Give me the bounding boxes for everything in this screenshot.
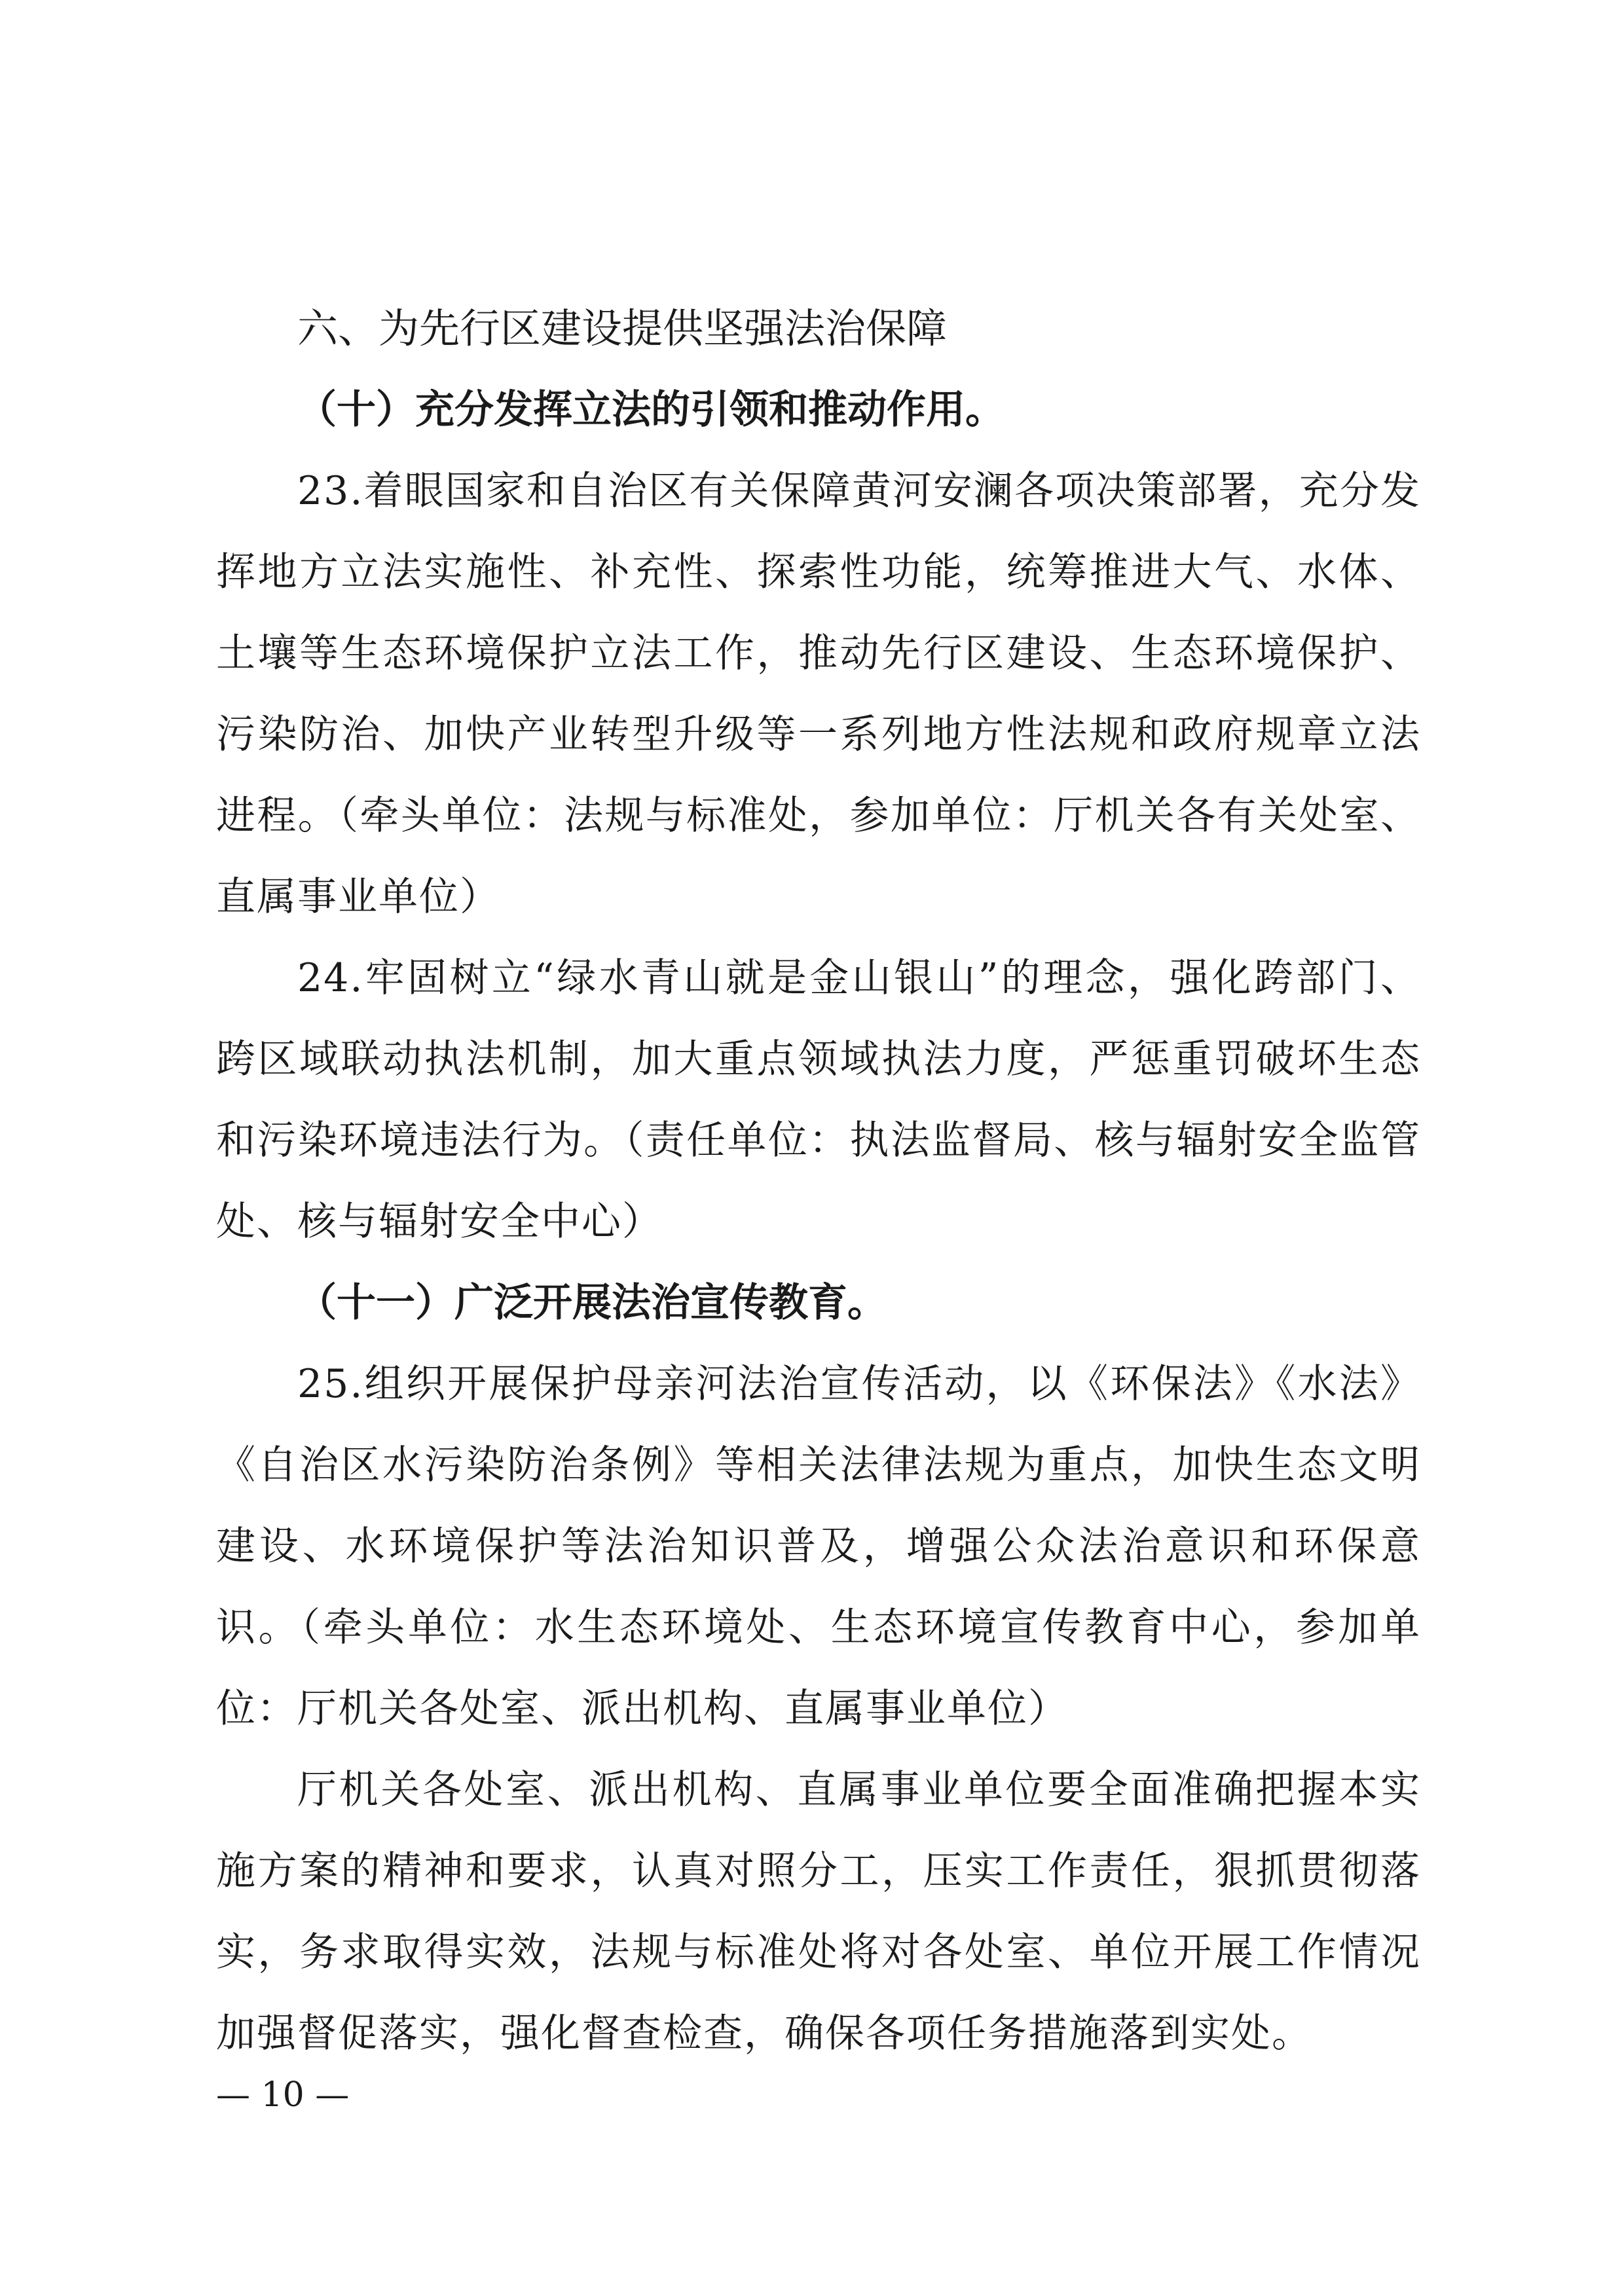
document-body [216, 288, 1421, 2074]
page-number: — 10 — [216, 2075, 350, 2115]
section-heading: 六、为先行区建设提供坚强法治保障 [297, 304, 948, 352]
paragraph-item-24: 24.牢固树立“绿水青山就是金山银山”的理念，强化跨部门、跨区域联动执法机制，加大重点领域执法力度，严惩重罚破坏生态和污染环境违法行为。（责任单位：执法监督局、核与辐射安全监管处、核与辐射安全中心） [216, 955, 1421, 1245]
paragraph-item-23: 23.着眼国家和自治区有关保障黄河安澜各项决策部署，充分发挥地方立法实施性、补充性、探索性功能，统筹推进大气、水体、土壤等生态环境保护立法工作，推动先行区建设、生态环境保护、污染防治、加快产业转型升级等一系列地方性法规和政府规章立法进程。（牵头单位：法规与标准处，参加单位：厅机关各有关处室、直属事业单位） [216, 468, 1421, 920]
subsection-title: （十）充分发挥立法的引领和推动作用。 [297, 387, 1005, 433]
subsection-title: （十一）广泛开展法治宣传教育。 [297, 1280, 887, 1326]
paragraph-item-25: 25.组织开展保护母亲河法治宣传活动，以《环保法》《水法》《自治区水污染防治条例》等相关法律法规为重点，加快生态文明建设、水环境保护等法治知识普及，增强公众法治意识和环保意识。（牵头单位：水生态环境处、生态环境宣传教育中心，参加单位：厅机关各处室、派出机构、直属事业单位） [216, 1361, 1421, 1732]
closing-paragraph: 厅机关各处室、派出机构、直属事业单位要全面准确把握本实施方案的精神和要求，认真对照分工，压实工作责任，狠抓贯彻落实，务求取得实效，法规与标准处将对各处室、单位开展工作情况加强督促落实，强化督查检查，确保各项任务措施落到实处。 [216, 1767, 1421, 2056]
